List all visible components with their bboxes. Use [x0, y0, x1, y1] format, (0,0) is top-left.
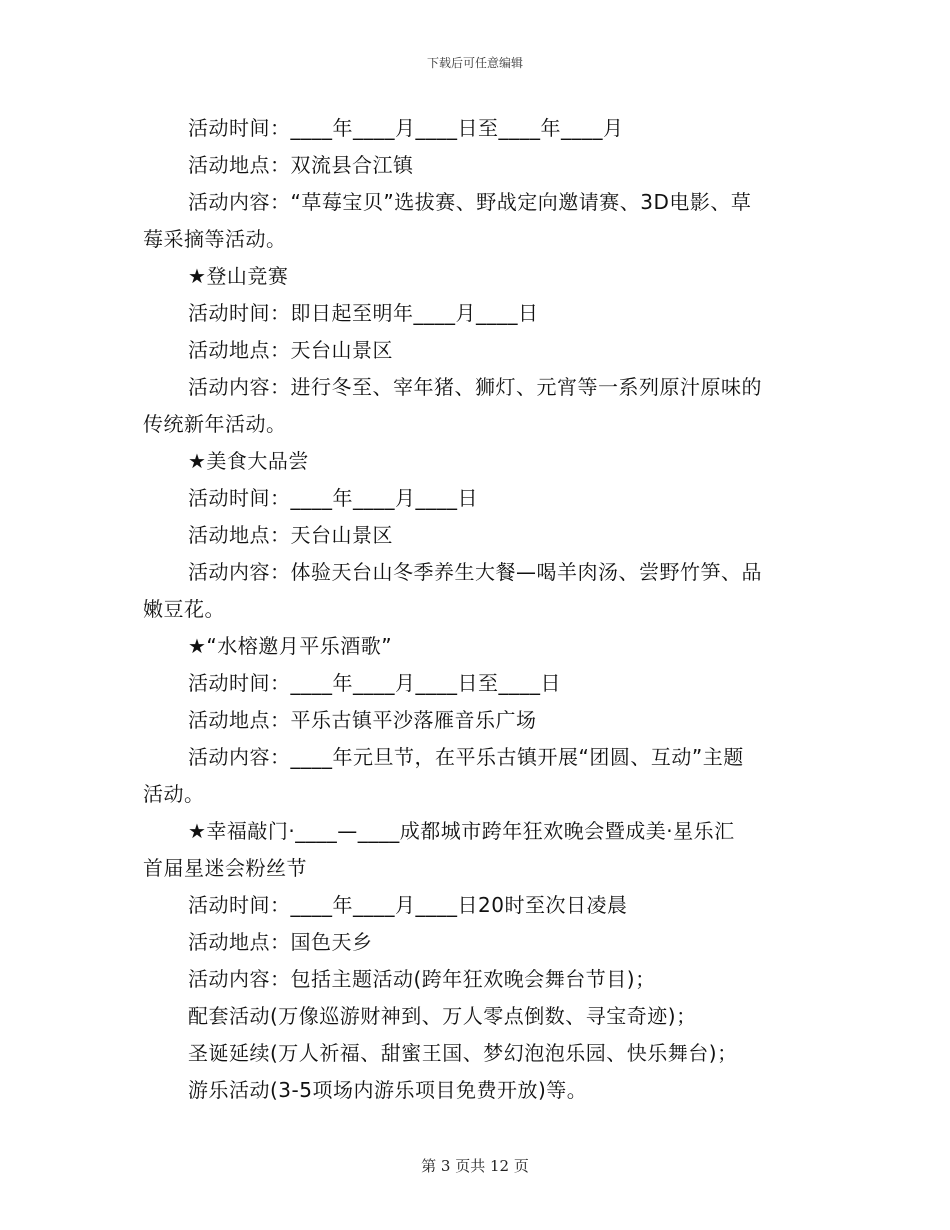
text-line: 活动时间：____年____月____日20时至次日凌晨 — [188, 893, 628, 917]
text-line: 圣诞延续(万人祈福、甜蜜王国、梦幻泡泡乐园、快乐舞台)； — [188, 1041, 738, 1065]
text-line: 活动地点：双流县合江镇 — [188, 153, 414, 177]
text-line: 活动内容：体验天台山冬季养生大餐—喝羊肉汤、尝野竹笋、品 — [188, 560, 762, 584]
text-line: 活动。 — [143, 782, 205, 806]
text-line: 活动内容：____年元旦节，在平乐古镇开展“团圆、互动”主题 — [188, 745, 744, 769]
text-line: 活动地点：国色天乡 — [188, 930, 373, 954]
text-line: 活动内容：包括主题活动(跨年狂欢晚会舞台节目)； — [188, 967, 656, 991]
text-line: 活动时间：即日起至明年____月____日 — [188, 301, 539, 325]
text-line: 配套活动(万像巡游财神到、万人零点倒数、寻宝奇迹)； — [188, 1004, 697, 1028]
page-header: 下载后可任意编辑 — [426, 56, 523, 70]
section-heading: ★登山竞赛 — [188, 264, 289, 288]
section-heading: ★“水榕邀月平乐酒歌” — [188, 634, 393, 658]
text-line: 游乐活动(3-5项场内游乐项目免费开放)等。 — [188, 1078, 588, 1102]
section-heading: ★幸福敲门·____—____成都城市跨年狂欢晚会暨成美·星乐汇 — [188, 819, 735, 843]
section-heading: ★美食大品尝 — [188, 449, 309, 473]
text-line: 嫩豆花。 — [143, 597, 225, 621]
document-body — [143, 110, 803, 1109]
text-line: 活动地点：天台山景区 — [188, 523, 393, 547]
text-line: 活动时间：____年____月____日至____年____月 — [188, 116, 624, 140]
text-line: 活动地点：平乐古镇平沙落雁音乐广场 — [188, 708, 537, 732]
text-line: 活动地点：天台山景区 — [188, 338, 393, 362]
text-line: 莓采摘等活动。 — [143, 227, 287, 251]
text-line: 活动内容：“草莓宝贝”选拔赛、野战定向邀请赛、3D电影、草 — [188, 190, 752, 214]
text-line: 传统新年活动。 — [143, 412, 287, 436]
text-line: 活动时间：____年____月____日至____日 — [188, 671, 561, 695]
page-footer: 第 3 页共 12 页 — [421, 1157, 529, 1175]
text-line: 活动内容：进行冬至、宰年猪、狮灯、元宵等一系列原汁原味的 — [188, 375, 762, 399]
text-line: 首届星迷会粉丝节 — [143, 856, 307, 880]
text-line: 活动时间：____年____月____日 — [188, 486, 478, 510]
